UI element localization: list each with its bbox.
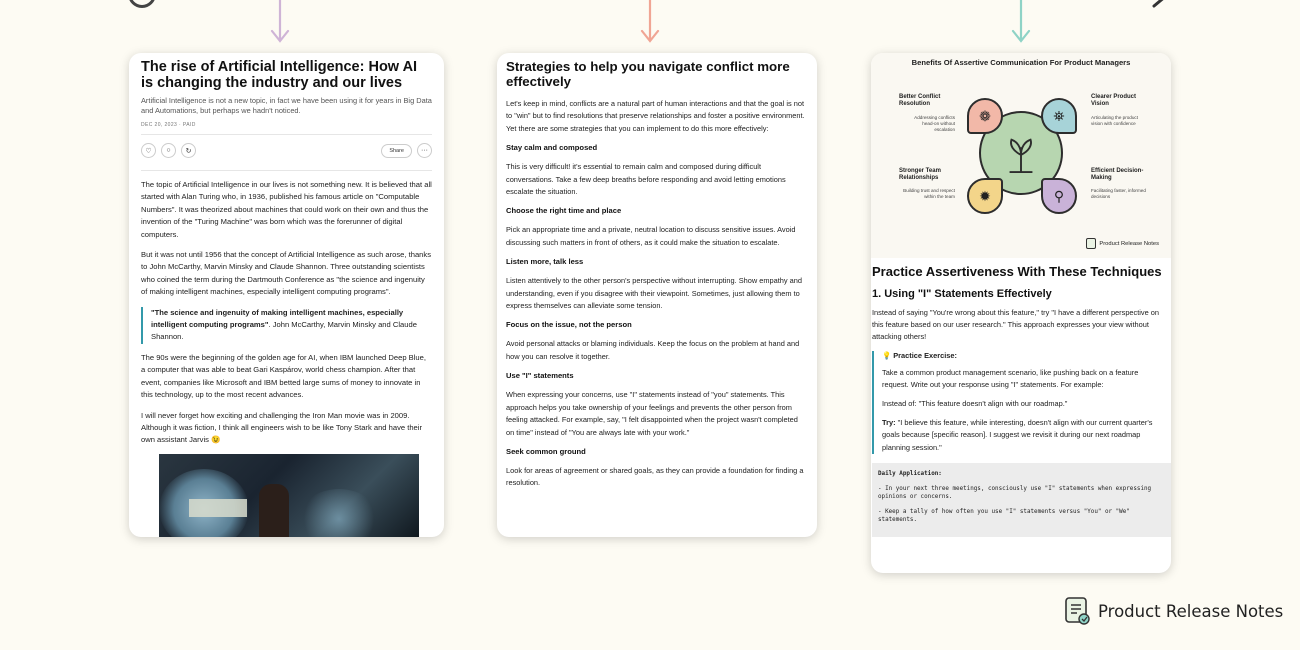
code-line: - In your next three meetings, consciously use "I" statements when expressing opinions or concerns. bbox=[878, 485, 1152, 500]
brand-logo-block bbox=[1064, 596, 1283, 626]
section-text: When expressing your concerns, use "I" statements instead of "you" statements. This approach helps you take ownership of your feelings and prevents the other person from feeling attacked. For example, say, "I felt disappointed when the project wasn't completed on time" instead of "You are always late with your work." bbox=[506, 390, 798, 437]
paragraph: The 90s were the beginning of the golden age for AI, when IBM launched Deep Blue, a computer that was able to beat Gari Kaspárov, world chess champion. After that event, companies like Microsoft and IBM betted large sums of money to innovate in this technology, up to the most recent advances. bbox=[141, 352, 426, 400]
benefit-desc: Articulating the product vision with confidence bbox=[1091, 115, 1138, 126]
divider bbox=[141, 170, 432, 171]
section-text: Listen attentively to the other person's perspective without interrupting. Show empathy and understanding, even if you disagree with their viewpoint. Sometimes, just allowing them to express themselves can alleviate some tension. bbox=[506, 276, 802, 311]
subsection-heading: 1. Using "I" Statements Effectively bbox=[872, 288, 1052, 300]
article-title: Strategies to help you navigate conflict more effectively bbox=[506, 59, 790, 89]
quote-attribution: . John McCarthy, Marvin Minsky and Claude Shannon. bbox=[151, 320, 417, 342]
article-card-ai bbox=[129, 53, 444, 537]
lighthouse-icon: ⛯ bbox=[1041, 98, 1077, 134]
more-button[interactable]: ··· bbox=[417, 143, 432, 158]
benefit-desc: Facilitating faster, informed decisions bbox=[1091, 188, 1146, 199]
comment-icon[interactable]: ○ bbox=[161, 143, 176, 158]
blockquote bbox=[141, 307, 432, 344]
iron-man-movie-image bbox=[159, 454, 419, 537]
article-body bbox=[871, 258, 1171, 537]
benefit-label: Stronger Team Relationships bbox=[899, 168, 941, 181]
intro-paragraph: Let's keep in mind, conflicts are a natural part of human interactions and that the goal is not to "win" but to find resolutions that preserve relationships and foster a positive environment. Yet there are some strategies that you can implement to do this more effectively: bbox=[506, 99, 805, 133]
benefit-label: Clearer Product Vision bbox=[1091, 94, 1137, 107]
paragraph: But it was not until 1956 that the concept of Artificial Intelligence as such arose, thanks to John McCarthy, Marvin Minsky and Claude Shannon. Three outstanding scientists who coined the term during the Dartmouth Conference as "the science and ingenuity of making intelligent machines, especially intelligent computing programs". bbox=[141, 250, 431, 297]
release-notes-icon bbox=[1064, 596, 1092, 626]
benefit-desc: Building trust and respect within the team bbox=[903, 188, 955, 199]
section-heading: Stay calm and composed bbox=[506, 143, 598, 153]
article-title: The rise of Artificial Intelligence: How AI is changing the industry and our lives bbox=[141, 59, 418, 91]
section-text: Pick an appropriate time and a private, neutral location to discuss sensitive issues. Avoid discussing such matters in front of others, as it could make the situation to escalate. bbox=[506, 225, 796, 247]
like-icon[interactable]: ♡ bbox=[141, 143, 156, 158]
section-heading: Use "I" statements bbox=[506, 371, 574, 381]
quote-bold: "The science and ingenuity of making intelligent machines, especially intelligent computing programs" bbox=[151, 307, 404, 330]
section-heading: Practice Assertiveness With These Techniques bbox=[872, 264, 1162, 279]
section-heading: Choose the right time and place bbox=[506, 206, 622, 216]
diagram-brand-name: Product Release Notes bbox=[1099, 240, 1159, 247]
arrow-down-icon bbox=[1011, 0, 1031, 44]
section-text: This is very difficult! it's essential to remain calm and composed during difficult conversations. Take a few deep breaths before responding and avoid letting emotions escalate the situation. bbox=[506, 162, 786, 197]
section-heading: Focus on the issue, not the person bbox=[506, 320, 632, 330]
article-actions bbox=[141, 135, 432, 164]
try-example: "I believe this feature, while interesting, doesn't align with our current quarter's goals because [specific reason]. I suggest we revisit it during our next roadmap planning session." bbox=[882, 418, 1153, 452]
lightbulb-icon: ✹ bbox=[967, 178, 1003, 214]
daily-application-box bbox=[872, 463, 1171, 537]
section-heading: Seek common ground bbox=[506, 446, 586, 456]
benefits-diagram bbox=[871, 53, 1171, 258]
release-notes-icon bbox=[1086, 238, 1096, 249]
section-text: Avoid personal attacks or blaming individuals. Keep the focus on the problem at hand and how you can resolve it together. bbox=[506, 339, 800, 361]
paragraph: The topic of Artificial Intelligence in our lives is not something new. It is believed that all started with Alan Turing who, in 1936, published his famous article on "Computable Numbers". It was theorized about machines that could work on their own and thus the invention of the "Turing Machine" was born which was the forerunner of digital computers. bbox=[141, 180, 432, 239]
brand-name: Product Release Notes bbox=[1098, 601, 1284, 621]
section-heading: Listen more, talk less bbox=[506, 257, 584, 267]
intro-paragraph: Instead of saying "You're wrong about this feature," try "I have a different perspective on this feature based on our user research." This approach expresses your view without attacking others! bbox=[872, 308, 1160, 342]
arrow-down-icon bbox=[640, 0, 660, 44]
share-button[interactable]: Share bbox=[381, 144, 412, 158]
benefit-label: Efficient Decision-Making bbox=[1091, 168, 1144, 181]
diagram-title: Benefits Of Assertive Communication For Product Managers bbox=[911, 58, 1131, 67]
benefit-desc: Addressing conflicts head-on without escalation bbox=[914, 115, 955, 132]
circle-decoration bbox=[128, 0, 156, 8]
code-line: - Keep a tally of how often you use "I" statements versus "You" or "We" statements. bbox=[878, 508, 1130, 523]
diagram-brand bbox=[1086, 238, 1159, 249]
paragraph: I will never forget how exciting and challenging the Iron Man movie was in 2009. Although it was fiction, I think all engineers wish to be like Tony Stark and have their own assistant Jarvis 😉 bbox=[141, 410, 422, 445]
section-text: Look for areas of agreement or shared goals, as they can provide a foundation for finding a resolution. bbox=[506, 465, 804, 488]
decision-icon: ⚲ bbox=[1041, 178, 1077, 214]
practice-exercise bbox=[872, 351, 1171, 454]
try-text bbox=[882, 417, 1167, 454]
pen-icon bbox=[1152, 0, 1174, 8]
article-card-conflict bbox=[497, 53, 817, 537]
exercise-title: 💡 Practice Exercise: bbox=[882, 350, 957, 360]
article-card-assertiveness bbox=[871, 53, 1171, 573]
code-title: Daily Application: bbox=[878, 470, 942, 477]
article-body bbox=[141, 179, 432, 447]
instead-of-text: Instead of: "This feature doesn't align with our roadmap." bbox=[882, 399, 1068, 409]
try-label: Try: bbox=[882, 418, 896, 428]
article-date: DEC 20, 2023 · PAID bbox=[141, 122, 196, 128]
article-subtitle: Artificial Intelligence is not a new topic, in fact we have been using it for years in Big Data and Automations, but perhaps we hadn't noticed. bbox=[141, 96, 432, 115]
restack-icon[interactable]: ↻ bbox=[181, 143, 196, 158]
arrow-down-icon bbox=[270, 0, 290, 44]
brain-icon: ❁ bbox=[967, 98, 1003, 134]
benefit-label: Better Conflict Resolution bbox=[899, 94, 941, 107]
exercise-text: Take a common product management scenario, like pushing back on a feature request. Write out your response using "I" statements. For example: bbox=[882, 367, 1139, 389]
